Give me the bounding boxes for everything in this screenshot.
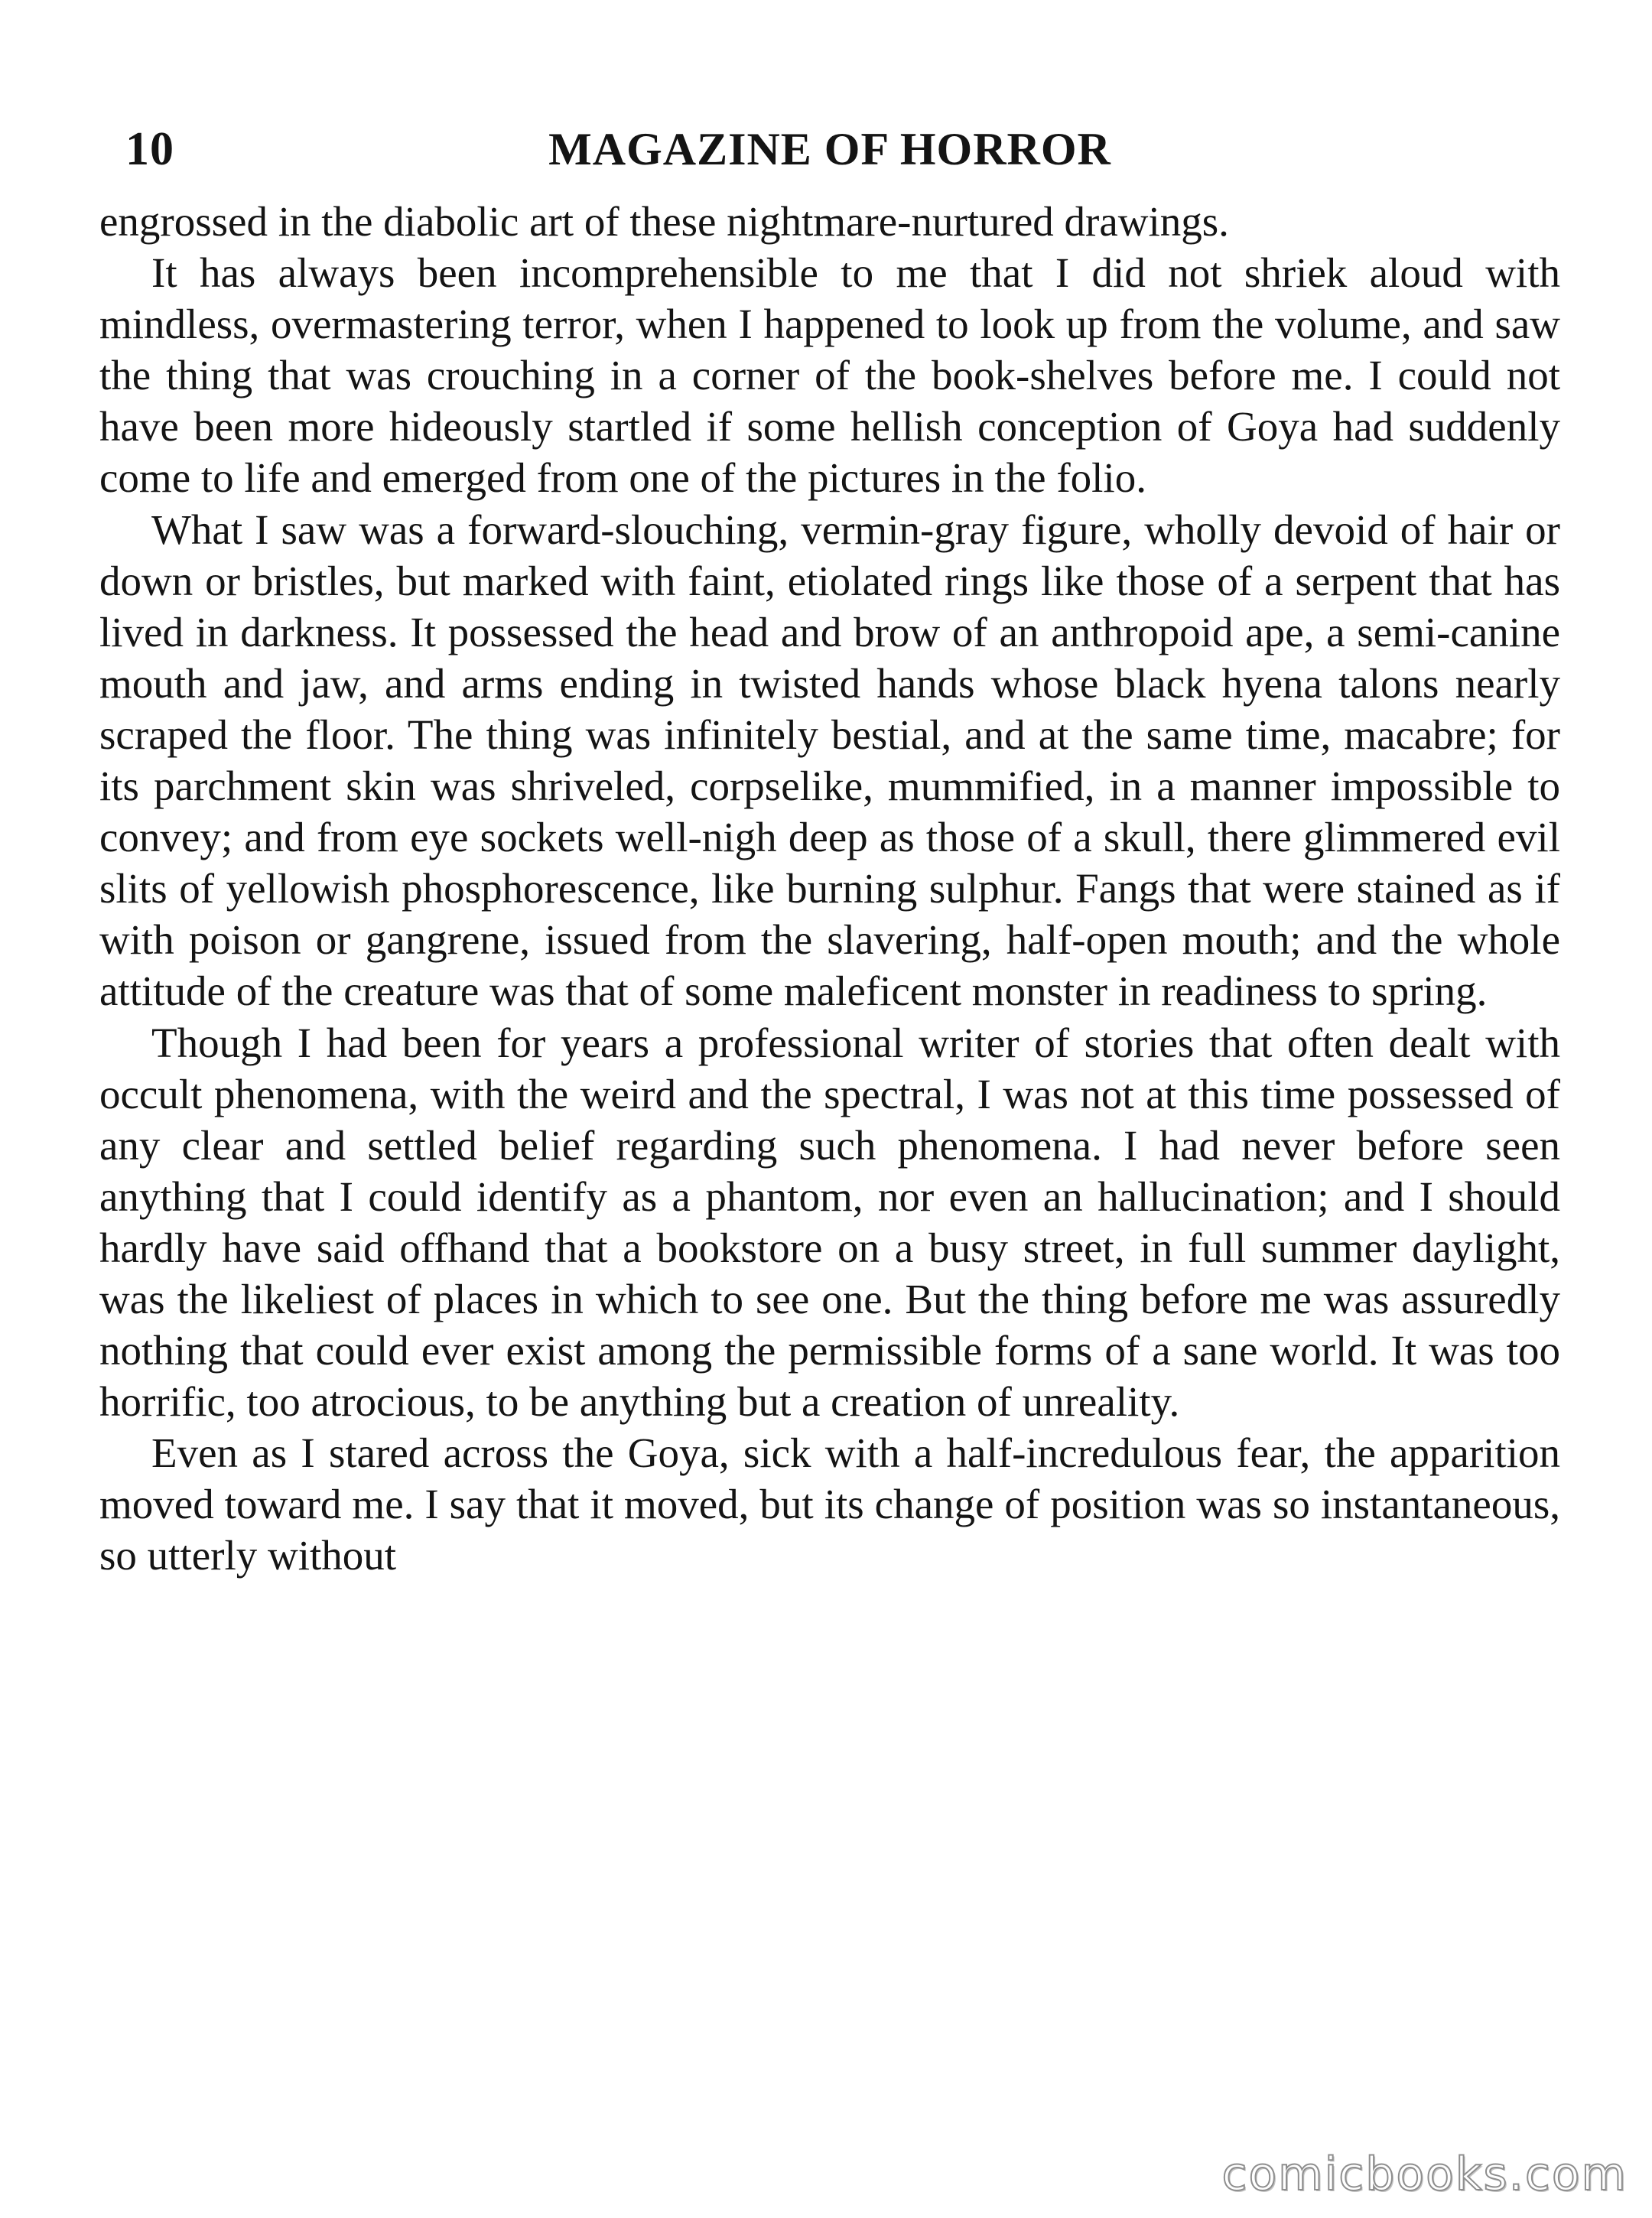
- paragraph: It has always been incomprehensible to me that I did not shriek aloud with mindless, overmastering terror, when I happened to look up from the volume, and saw the thing that was crouching in a corner of the book-shelves before me. I could not have been more hideously startled if some hellish conception of Goya had suddenly come to life and emerged from one of the pictures in the folio.: [99, 249, 1560, 502]
- paragraph: Though I had been for years a professional writer of stories that often dealt with occult phenomena, with the weird and the spectral, I was not at this time possessed of any clear and settled belief regarding such phenomena. I had never before seen anything that I could identify as a phantom, nor even an hallucination; and I should hardly have said offhand that a bookstore on a busy street, in full summer daylight, was the likeliest of places in which to see one. But the thing before me was assuredly nothing that could ever exist among the permissible forms of a sane world. It was too horrific, too atrocious, to be anything but a creation of unreality.: [99, 1019, 1560, 1426]
- site-watermark: comicbooks.com: [1221, 2148, 1628, 2201]
- paragraph-continued: engrossed in the diabolic art of these nightmare-nurtured drawings.: [99, 198, 1229, 245]
- magazine-title: MAGAZINE OF HORROR: [548, 124, 1111, 174]
- paragraph: Even as I stared across the Goya, sick with a half-incredulous fear, the apparition moved toward me. I say that it moved, but its change of position was so instantaneous, so utterly without: [99, 1429, 1560, 1579]
- story-text: [99, 196, 1560, 1582]
- paragraph: What I saw was a forward-slouching, vermin-gray figure, wholly devoid of hair or down or bristles, but marked with faint, etiolated rings like those of a serpent that has lived in darkness. It possessed the head and brow of an anthropoid ape, a semi-canine mouth and jaw, and arms ending in twisted hands whose black hyena talons nearly scraped the floor. The thing was infinitely bestial, and at the same time, macabre; for its parchment skin was shriveled, corpselike, mummified, in a manner impossible to convey; and from eye sockets well-nigh deep as those of a skull, there glimmered evil slits of yellowish phosphorescence, like burning sulphur. Fangs that were stained as if with poison or gangrene, issued from the slavering, half-open mouth; and the whole attitude of the creature was that of some maleficent monster in readiness to spring.: [99, 506, 1560, 1015]
- running-head: [99, 115, 1560, 184]
- page-number: 10: [125, 123, 174, 175]
